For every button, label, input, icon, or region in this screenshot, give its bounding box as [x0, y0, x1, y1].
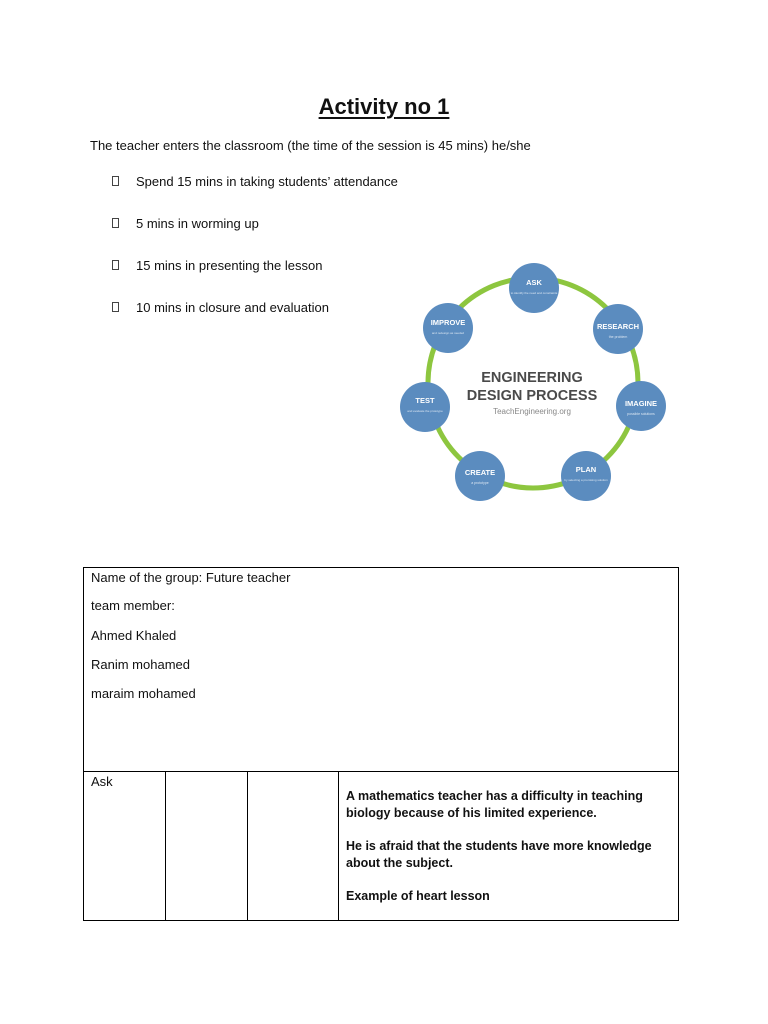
bullet-text: 10 mins in closure and evaluation	[136, 300, 329, 315]
page-title: Activity no 1	[318, 94, 450, 119]
activity-table	[83, 567, 679, 921]
step-ask	[509, 263, 559, 313]
list-item	[112, 174, 398, 216]
scenario-text: A mathematics teacher has a difficulty in teaching biology because of his limited experience.	[346, 789, 643, 820]
step-plan	[561, 451, 611, 501]
step-sub: to identify the need and constraints	[510, 291, 558, 295]
bullet-list	[112, 174, 398, 342]
step-improve	[423, 303, 473, 353]
step-label: PLAN	[575, 465, 597, 474]
step-node	[561, 451, 611, 501]
team-member: Ahmed Khaled	[91, 628, 177, 643]
ask-row	[84, 772, 678, 920]
empty-cell	[248, 772, 339, 920]
list-item	[112, 258, 398, 300]
step-label: IMPROVE	[430, 318, 466, 327]
bullet-icon	[112, 302, 119, 312]
step-test	[400, 382, 450, 432]
list-item	[112, 300, 398, 342]
intro-text: The teacher enters the classroom (the time of the session is 45 mins) he/she	[90, 138, 531, 153]
bullet-text: 5 mins in worming up	[136, 216, 259, 231]
bullet-icon	[112, 218, 119, 228]
step-sub: and evaluate the prototype	[407, 409, 443, 413]
step-node	[509, 263, 559, 313]
step-label: ASK	[526, 278, 542, 287]
ask-label: Ask	[91, 774, 113, 789]
design-cycle-svg	[392, 258, 674, 508]
step-create	[455, 451, 505, 501]
team-member: maraim mohamed	[91, 686, 196, 701]
scenario-cell	[339, 772, 678, 920]
step-research	[593, 304, 643, 354]
step-node	[400, 382, 450, 432]
group-info-row	[84, 568, 678, 772]
step-label: TEST	[415, 396, 435, 405]
step-sub: possible solutions	[627, 412, 655, 416]
center-site: TeachEngineering.org	[493, 407, 571, 416]
step-sub: by selecting a promising solution	[564, 478, 608, 482]
group-name: Name of the group: Future teacher	[91, 570, 291, 585]
center-title-2: DESIGN PROCESS	[466, 388, 598, 404]
bullet-icon	[112, 176, 119, 186]
step-sub: and redesign as needed	[431, 331, 465, 335]
step-sub: the problem	[608, 335, 628, 339]
ask-cell	[84, 772, 166, 920]
bullet-text: 15 mins in presenting the lesson	[136, 258, 323, 273]
step-label: IMAGINE	[624, 399, 658, 408]
bullet-icon	[112, 260, 119, 270]
step-imagine	[616, 381, 666, 431]
step-label: CREATE	[464, 468, 496, 477]
bullet-text: Spend 15 mins in taking students’ attendance	[136, 174, 398, 189]
team-member: Ranim mohamed	[91, 657, 190, 672]
team-label: team member:	[91, 598, 175, 613]
step-node	[423, 303, 473, 353]
engineering-design-process-diagram	[392, 258, 674, 508]
scenario-text: Example of heart lesson	[346, 889, 490, 903]
step-sub: a prototype	[471, 481, 489, 485]
step-label: RESEARCH	[596, 322, 640, 331]
empty-cell	[166, 772, 248, 920]
center-title-1: ENGINEERING	[481, 370, 583, 386]
scenario-text: He is afraid that the students have more knowledge about the subject.	[346, 839, 652, 870]
list-item	[112, 216, 398, 258]
